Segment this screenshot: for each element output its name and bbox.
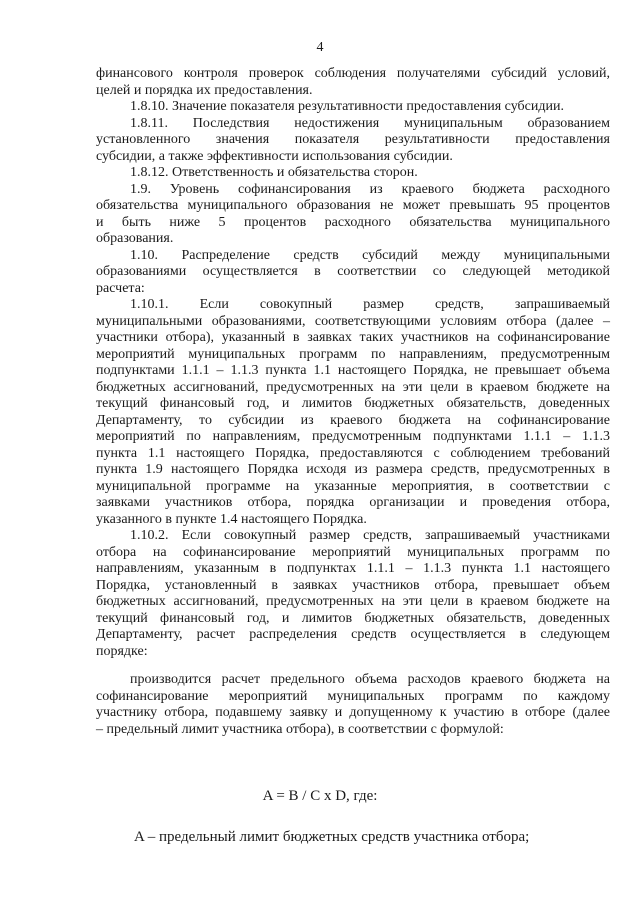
text-line: подпунктами 1.1.1 – 1.1.3 пункта 1.1 настоящего Порядка, не превышает объема [96, 363, 610, 378]
text-line: Департаменту, то субсидии из краевого бюджета на софинансирование [96, 412, 610, 428]
text-line: муниципальными образованиями, соответствующими условиям отбора (далее – [96, 313, 610, 329]
text-line: бюджетных ассигнований, предусмотренных на эти цели в краевом бюджете на [96, 379, 610, 395]
text-line: – предельный лимит участника отбора), в соответствии с формулой: [96, 721, 504, 737]
text-line: финансового контроля проверок соблюдения получателями субсидий условий, [96, 66, 610, 81]
text-line: текущий финансовый год, и лимитов бюджетных обязательств, доведенных [96, 396, 610, 411]
formula: A = B / C x D, где: [262, 788, 378, 804]
text-line: пункта 1.9 настоящего Порядка исходя из размера средств, предусмотренных в [96, 462, 610, 477]
text-line: 1.10. Распределение средств субсидий между муниципальными [130, 247, 610, 263]
text-line: отбора на софинансирование мероприятий муниципальных программ по [96, 544, 610, 560]
text-line: 1.10.2. Если совокупный размер средств, запрашиваемый участниками [130, 528, 610, 543]
text-line: расчета: [96, 280, 145, 296]
text-line: Департаменту, расчет распределения средств осуществляется в следующем [96, 627, 610, 642]
text-line: установленного значения показателя результативности предоставления [96, 132, 610, 147]
text-line: 1.8.12. Ответственность и обязательства сторон. [130, 165, 418, 180]
text-line: образованиями осуществляется в соответствии со следующей методикой [96, 264, 610, 279]
text-line: мероприятий по направлениям, предусмотренным подпунктами 1.1.1 – 1.1.3 [96, 429, 610, 444]
text-line: целей и порядка их предоставления. [96, 82, 313, 98]
text-line: заявками участников отбора, порядка организации и проведения отбора, [96, 495, 610, 510]
text-line: бюджетных ассигнований, предусмотренных на эти цели в краевом бюджете на [96, 594, 610, 609]
text-line: софинансирование мероприятий муниципальных программ по каждому [96, 688, 610, 704]
text-line: участники отбора), указанный в заявках таких участников на софинансирование [96, 330, 610, 345]
text-line: участнику отбора, подавшему заявку и допущенному к участию в отборе (далее [96, 705, 610, 720]
formula-definition: A – предельный лимит бюджетных средств участника отбора; [134, 829, 530, 845]
page-number: 4 [316, 40, 324, 55]
text-line: 1.8.10. Значение показателя результативности предоставления субсидии. [130, 99, 564, 114]
text-line: 1.8.11. Последствия недостижения муниципальным образованием [130, 115, 610, 131]
text-line: 1.9. Уровень софинансирования из краевого бюджета расходного [130, 181, 610, 197]
text-line: направлениям, указанным в подпунктах 1.1.1 – 1.1.3 пункта 1.1 настоящего [96, 561, 610, 576]
text-line: муниципальной программе на указанные мероприятия, в соответствии с [96, 478, 610, 494]
text-line: указанного в пункте 1.4 настоящего Порядка. [96, 511, 367, 527]
text-line: субсидии, а также эффективности использования субсидии. [96, 148, 453, 164]
text-line: производится расчет предельного объема расходов краевого бюджета на [130, 672, 610, 687]
text-line: мероприятий муниципальных программ по направлениям, предусмотренным [96, 346, 610, 362]
text-line: и быть ниже 5 процентов расходного обязательства муниципального [96, 214, 610, 230]
text-line: пункта 1.1 настоящего Порядка, предоставляются с соблюдением требований [96, 445, 610, 461]
text-line: 1.10.1. Если совокупный размер средств, запрашиваемый [130, 297, 610, 312]
text-line: образования. [96, 231, 174, 246]
text-line: порядке: [96, 643, 148, 659]
text-line: Порядка, установленный в заявках участников отбора, превышает объем [96, 577, 610, 593]
text-line: обязательства муниципального образования не может превышать 95 процентов [96, 198, 610, 213]
text-line: текущий финансовый год, и лимитов бюджетных обязательств, доведенных [96, 610, 610, 626]
